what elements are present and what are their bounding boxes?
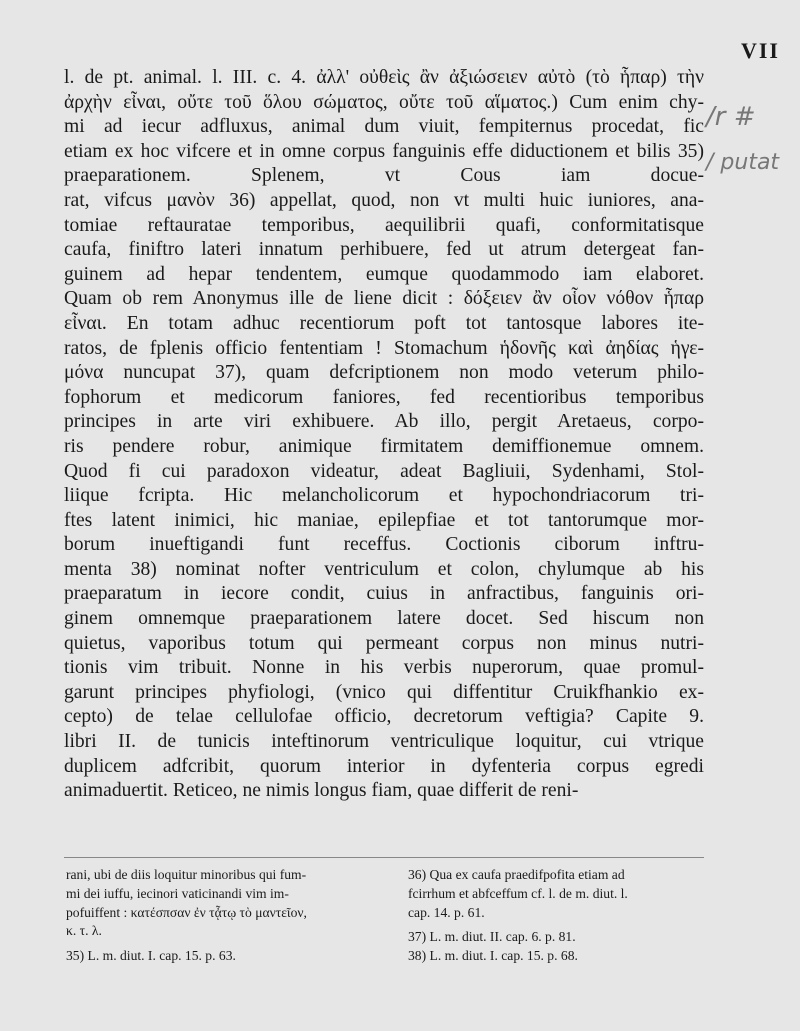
page-number: VII <box>740 38 780 63</box>
text-line: principes in arte viri exhibuere. Ab illo, pergit Aretaeus, corpo- <box>64 411 704 433</box>
text-line: menta 38) nominat nofter ventriculum et colon, chylumque ab his <box>64 558 704 580</box>
text-line: Quam ob rem Anonymus ille de liene dicit : δόξειεν ἂν οἷον νόθον ἧπαρ <box>64 288 704 310</box>
text-line: ginem omnemque praeparationem latere docet. Sed hiscum non <box>64 608 704 630</box>
text-line: animaduertit. Reticeo, ne nimis longus fiam, quae differit de reni- <box>64 780 579 802</box>
text-line: ἀρχὴν εἶναι, οὔτε τοῦ ὅλου σώματος, οὔτε τοῦ αἵματος.) Cum enim chy- <box>64 91 704 113</box>
text-line: libri II. de tunicis inteftinorum ventriculique loquitur, cui vtrique <box>64 731 704 753</box>
text-line: cepto) de telae cellulofae officio, decretorum veftigia? Capite 9. <box>64 706 704 728</box>
footnote-line: pofuiffent : κατέσπσαν ἐν τᾆτῳ τὸ μαντεῖον, <box>66 904 307 920</box>
footnote-line: 38) L. m. diut. I. cap. 15. p. 68. <box>408 948 578 964</box>
text-line: mi ad iecur adfluxus, animal dum viuit, fempiternus procedat, fic <box>64 116 704 138</box>
text-line: tionis vim tribuit. Nonne in his verbis nuperorum, quae promul- <box>64 657 704 679</box>
text-line: duplicem adfcribit, quorum interior in dyfenteria corpus egredi <box>64 755 704 777</box>
text-line: l. de pt. animal. l. III. c. 4. ἀλλ' οὐθεὶς ἂν ἀξιώσειεν αὐτὸ (τὸ ἧπαρ) τὴν <box>64 67 704 88</box>
text-line: tomiae reftauratae temporibus, aequilibrii quafi, conformitatisque <box>64 214 704 236</box>
footnote-line: 35) L. m. diut. I. cap. 15. p. 63. <box>66 948 236 964</box>
footnotes-right-column <box>408 866 708 966</box>
footnote-line: cap. 14. p. 61. <box>408 904 485 920</box>
text-line: ratos, de fplenis officio fententiam ! Stomachum ἡδονῆς καὶ ἀηδίας ἡγε- <box>64 337 704 359</box>
text-line: ris pendere robur, animique firmitatem demiffionemue omnem. <box>64 435 704 457</box>
text-line: μόνα nuncupat 37), quam defcriptionem non modo veterum philo- <box>64 362 704 384</box>
text-line: garunt principes phyfiologi, (vnico qui diffentitur Cruikfhankio ex- <box>64 681 704 703</box>
text-line: guinem ad hepar tendentem, eumque quodammodo iam elaboret. <box>64 263 704 285</box>
footnote-line: mi dei iuffu, iecinori vaticinandi vim im- <box>66 885 289 901</box>
footnote-line: 37) L. m. diut. II. cap. 6. p. 81. <box>408 929 576 945</box>
text-line: etiam ex hoc vifcere et in omne corpus fanguinis effe diductionem et bilis 35) praeparationem. Splenem, vt Cous iam docue- <box>64 140 704 187</box>
text-line: liique fcripta. Hic melancholicorum et hypochondriacorum tri- <box>64 485 704 507</box>
footnote-line: 36) Qua ex caufa praedifpofita etiam ad <box>408 867 625 882</box>
text-line: caufa, finiftro lateri innatum perhibuere, fed ut atrum detergeat fan- <box>64 239 704 261</box>
footnote-line: fcirrhum et abfceffum cf. l. de m. diut. l. <box>408 885 628 901</box>
text-line: εἶναι. En totam adhuc recentiorum poft tot tantosque labores ite- <box>64 312 704 334</box>
text-line: quietus, vaporibus totum qui permeant corpus non minus nutri- <box>64 632 704 654</box>
footnote-divider <box>64 857 704 858</box>
margin-annotation: /r # <box>706 102 756 132</box>
text-line: rat, vifcus μανὸν 36) appellat, quod, non vt multi huic iuniores, ana- <box>64 189 704 211</box>
footnote-line: κ. τ. λ. <box>66 923 102 939</box>
footnotes-left-column <box>66 866 366 966</box>
text-line: Quod fi cui paradoxon videatur, adeat Bagliuii, Sydenhami, Stol- <box>64 460 704 482</box>
text-line: fophorum et medicorum faniores, fed recentioribus temporibus <box>64 386 704 408</box>
margin-annotation: / putat <box>706 150 780 175</box>
text-line: borum inueftigandi funt receffus. Coctionis ciborum inftru- <box>64 534 704 556</box>
main-text <box>64 66 704 804</box>
footnote-line: rani, ubi de diis loquitur minoribus qui fum- <box>66 867 307 882</box>
text-line: praeparatum in iecore condit, cuius in anfractibus, fanguinis ori- <box>64 583 704 605</box>
text-line: ftes latent inimici, hic maniae, epilepfiae et tot tantorumque mor- <box>64 509 704 531</box>
